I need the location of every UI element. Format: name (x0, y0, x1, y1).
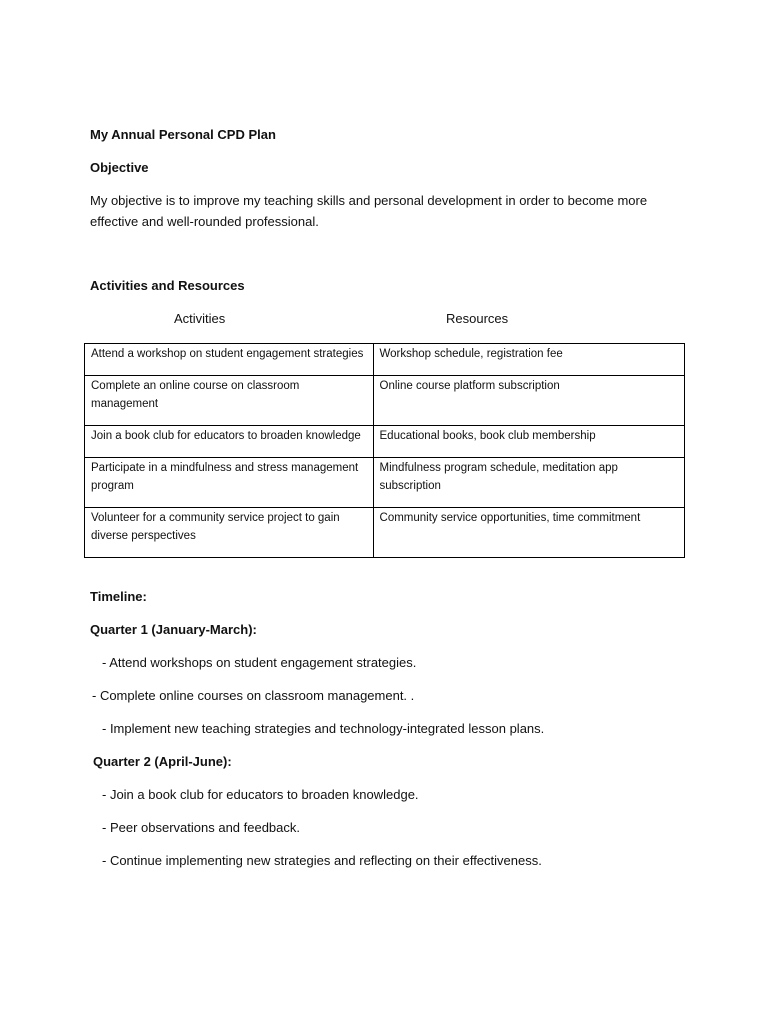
timeline-item: - Complete online courses on classroom management. . (92, 688, 415, 703)
activities-heading: Activities and Resources (90, 278, 245, 293)
activity-cell: Attend a workshop on student engagement strategies (85, 344, 374, 376)
table-row (85, 376, 685, 426)
resource-cell: Workshop schedule, registration fee (373, 344, 684, 376)
quarter-heading: Quarter 1 (January-March): (90, 622, 257, 637)
timeline-item: - Implement new teaching strategies and technology-integrated lesson plans. (102, 721, 545, 736)
activity-cell: Volunteer for a community service project to gain diverse perspectives (85, 508, 374, 558)
activity-cell: Complete an online course on classroom management (85, 376, 374, 426)
table-header-resources: Resources (446, 311, 509, 326)
timeline-heading: Timeline: (90, 589, 147, 604)
table-row (85, 344, 685, 376)
table-row (85, 508, 685, 558)
table-row (85, 426, 685, 458)
timeline-item: - Continue implementing new strategies and reflecting on their effectiveness. (102, 853, 542, 868)
timeline-item: - Join a book club for educators to broaden knowledge. (102, 787, 419, 802)
activity-cell: Participate in a mindfulness and stress management program (85, 458, 374, 508)
resource-cell: Educational books, book club membership (373, 426, 684, 458)
document-title: My Annual Personal CPD Plan (90, 127, 276, 142)
timeline-item: - Peer observations and feedback. (102, 820, 301, 835)
table-row (85, 458, 685, 508)
objective-text: My objective is to improve my teaching skills and personal development in order to become more effective and well-rounded professional. (90, 193, 648, 229)
resource-cell: Mindfulness program schedule, meditation app subscription (373, 458, 684, 508)
objective-heading: Objective (90, 160, 149, 175)
timeline-item: - Attend workshops on student engagement strategies. (102, 655, 417, 670)
table-header-activities: Activities (174, 311, 226, 326)
quarter-heading: Quarter 2 (April-June): (93, 754, 232, 769)
activities-resources-table (84, 343, 685, 558)
resource-cell: Community service opportunities, time commitment (373, 508, 684, 558)
resource-cell: Online course platform subscription (373, 376, 684, 426)
activity-cell: Join a book club for educators to broaden knowledge (85, 426, 374, 458)
